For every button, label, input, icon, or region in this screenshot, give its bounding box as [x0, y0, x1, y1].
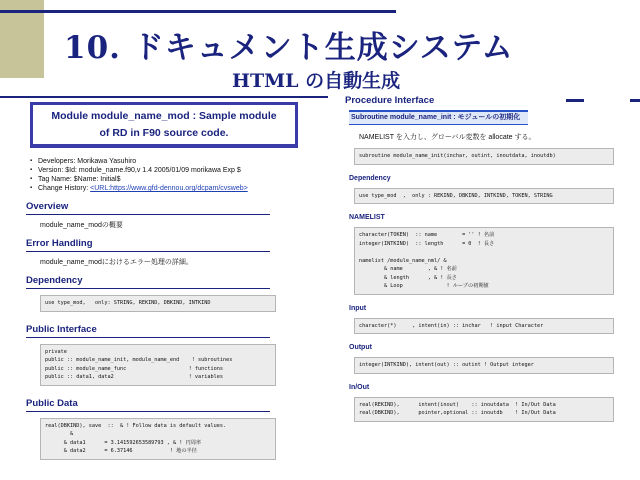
namelist-label: NAMELIST [349, 214, 385, 221]
input-label: Input [349, 304, 367, 312]
top-rule [0, 10, 396, 13]
input-code: character(*) , intent(in) :: inchar ! input Character [354, 318, 614, 335]
subroutine-description: NAMELIST を入力し、グローバル変数を allocate する。 [359, 134, 536, 141]
public-data-code: real(DBKIND), save :: & ! Follow data is default values. & & data1 = 3.141592653589793 , & ! 円周率 & data2 = 6.37146 ! 地の半径 [40, 418, 276, 460]
public-interface-code: private public :: module_name_init, module_name_end ! subroutines public :: module_name_func ! functions public :: data1, data2 ! variables [40, 344, 276, 386]
namelist-code: character(TOKEN) :: name = '' ! 名前 integer(INTKIND) :: length = 0 ! 長さ namelist /module_name_nml/ & & name , & ! 名前 & length , & ! 長さ & Loop ! ループの初期値 [354, 227, 614, 295]
dependency-label: Dependency [349, 174, 391, 182]
overview-text: module_name_modの概要 [40, 222, 123, 229]
dependency-heading: Dependency [26, 275, 270, 289]
overview-heading: Overview [26, 201, 270, 215]
output-code: integer(INTKIND), intent(out) :: outint ! Output integer [354, 357, 614, 374]
module-meta-list [30, 157, 308, 193]
inout-label: In/Out [349, 383, 370, 391]
public-data-heading: Public Data [26, 398, 270, 412]
module-title-box [30, 102, 298, 148]
cvsweb-link[interactable]: <URL:https://www.gfd-dennou.org/dcpam/cvsweb> [90, 185, 248, 192]
procedure-doc-panel [345, 95, 637, 480]
error-handling-text: module_name_modにおけるエラー処理の詳細。 [40, 259, 193, 266]
meta-version: ▪ Version: $Id: module_name.f90,v 1.4 2005/01/09 morikawa Exp $ [30, 166, 308, 175]
module-doc-panel [26, 102, 308, 480]
procedure-interface-heading: Procedure Interface [345, 95, 435, 106]
meta-developers: ▪ Developers: Morikawa Yasuhiro [30, 157, 308, 166]
meta-history [30, 184, 308, 193]
slide-subtitle: HTML の自動生成 [232, 70, 401, 92]
meta-tag: ▪ Tag Name: $Name: Initial$ [30, 175, 308, 184]
slide-title: 10. ドキュメント生成システム [64, 30, 514, 66]
output-label: Output [349, 344, 372, 351]
module-title-line1: Module module_name_mod : Sample module [51, 110, 277, 122]
inout-code: real(REKIND), intent(inout) :: inoutdata ! In/Out Data real(DBKIND), pointer,optional :: inoutdb ! In/Out Data [354, 397, 614, 422]
dependency-code: use type_mod , only : REKIND, DBKIND, INTKIND, TOKEN, STRING [354, 188, 614, 205]
dependency-code: use type_mod, only: STRING, REKIND, DBKIND, INTKIND [40, 295, 276, 312]
public-interface-heading: Public Interface [26, 324, 270, 338]
subroutine-signature-code: subroutine module_name_init(inchar, outint, inoutdata, inoutdb) [354, 148, 614, 165]
error-handling-heading: Error Handling [26, 238, 270, 252]
middle-rule [0, 96, 328, 98]
subroutine-title: Subroutine module_name_init : モジュールの初期化 [349, 110, 528, 125]
module-title-line2: of RD in F90 source code. [99, 127, 229, 139]
meta-history-label: Change History: [38, 185, 91, 192]
